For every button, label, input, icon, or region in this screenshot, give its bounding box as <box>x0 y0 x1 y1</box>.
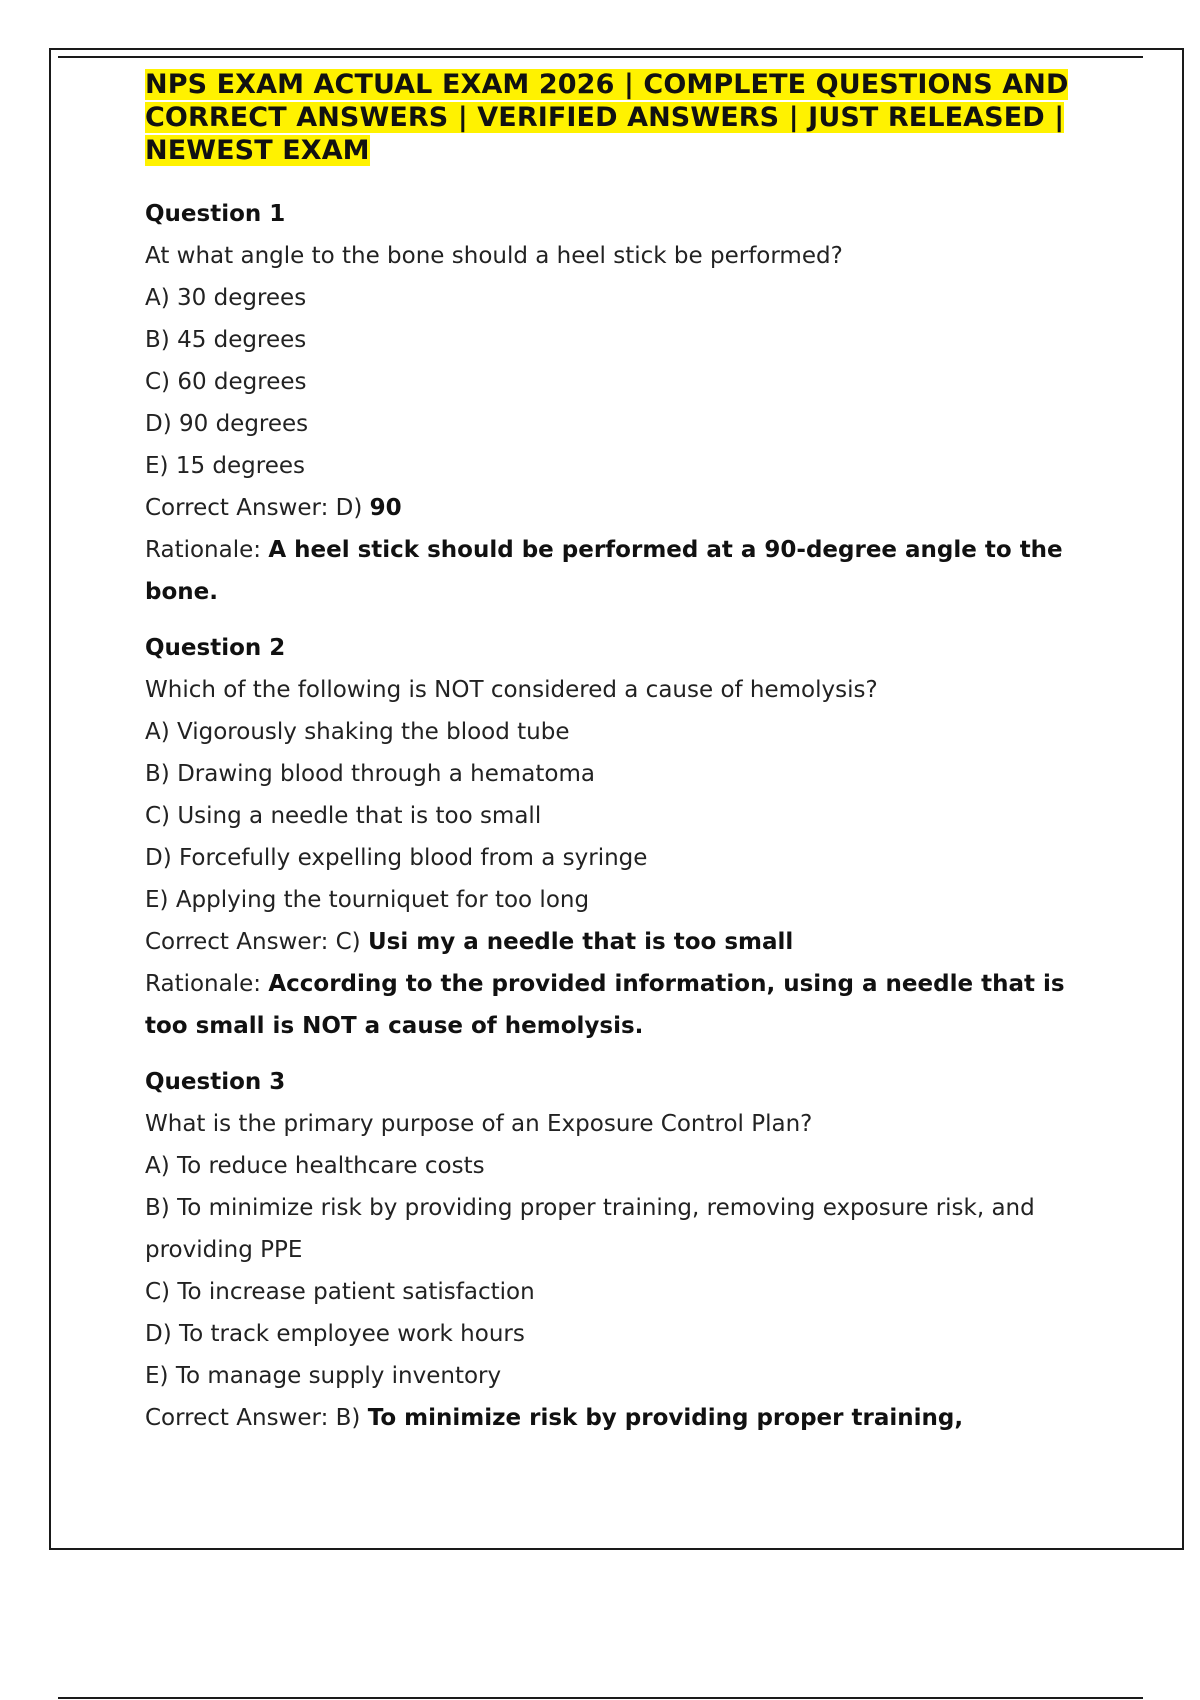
footer-rule <box>58 1697 1143 1699</box>
rationale-text: A heel stick should be performed at a 90-degree angle to the bone. <box>145 537 1063 605</box>
question-heading: Question 2 <box>145 635 286 661</box>
rationale <box>145 963 1105 1047</box>
answer-option-e: E) To manage supply inventory <box>145 1363 502 1389</box>
answer-option-b: B) 45 degrees <box>145 327 307 353</box>
rationale <box>145 529 1105 613</box>
answer-option-c: C) Using a needle that is too small <box>145 803 542 829</box>
answer-option-e: E) 15 degrees <box>145 453 305 479</box>
answer-option-d: D) To track employee work hours <box>145 1321 525 1347</box>
rationale-label: Rationale: <box>145 537 269 563</box>
document-title <box>145 68 1105 167</box>
answer-option-b: B) To minimize risk by providing proper training, removing exposure risk, and providing PPE <box>145 1195 1035 1263</box>
question-block-3 <box>145 1061 1105 1439</box>
question-prompt: At what angle to the bone should a heel stick be performed? <box>145 243 843 269</box>
correct-answer <box>145 487 1105 529</box>
title-highlight: NPS EXAM ACTUAL EXAM 2026 | COMPLETE QUESTIONS AND CORRECT ANSWERS | VERIFIED ANSWERS | JUST RELEASED | NEWEST EXAM <box>145 69 1069 166</box>
question-prompt: What is the primary purpose of an Exposure Control Plan? <box>145 1111 813 1137</box>
answer-option-c: C) To increase patient satisfaction <box>145 1279 535 1305</box>
correct-answer <box>145 921 1105 963</box>
header-rule <box>58 56 1143 58</box>
answer-option-e: E) Applying the tourniquet for too long <box>145 887 590 913</box>
document-body <box>145 68 1105 1453</box>
answer-option-d: D) 90 degrees <box>145 411 309 437</box>
correct-answer-label: Correct Answer: D) <box>145 495 370 521</box>
answer-option-b: B) Drawing blood through a hematoma <box>145 761 595 787</box>
rationale-label: Rationale: <box>145 971 269 997</box>
correct-answer-text: Usi my a needle that is too small <box>367 929 794 955</box>
question-heading: Question 1 <box>145 201 286 227</box>
correct-answer-label: Correct Answer: B) <box>145 1405 368 1431</box>
answer-option-a: A) To reduce healthcare costs <box>145 1153 485 1179</box>
answer-option-a: A) 30 degrees <box>145 285 307 311</box>
rationale-text: According to the provided information, using a needle that is too small is NOT a cause of hemolysis. <box>145 971 1065 1039</box>
answer-option-c: C) 60 degrees <box>145 369 307 395</box>
correct-answer-text: 90 <box>369 495 402 521</box>
answer-option-a: A) Vigorously shaking the blood tube <box>145 719 570 745</box>
correct-answer-text: To minimize risk by providing proper training, <box>367 1405 964 1431</box>
correct-answer-label: Correct Answer: C) <box>145 929 368 955</box>
correct-answer <box>145 1397 1105 1439</box>
answer-option-d: D) Forcefully expelling blood from a syringe <box>145 845 648 871</box>
question-prompt: Which of the following is NOT considered a cause of hemolysis? <box>145 677 878 703</box>
question-block-2 <box>145 627 1105 1047</box>
question-heading: Question 3 <box>145 1069 286 1095</box>
question-block-1 <box>145 193 1105 613</box>
